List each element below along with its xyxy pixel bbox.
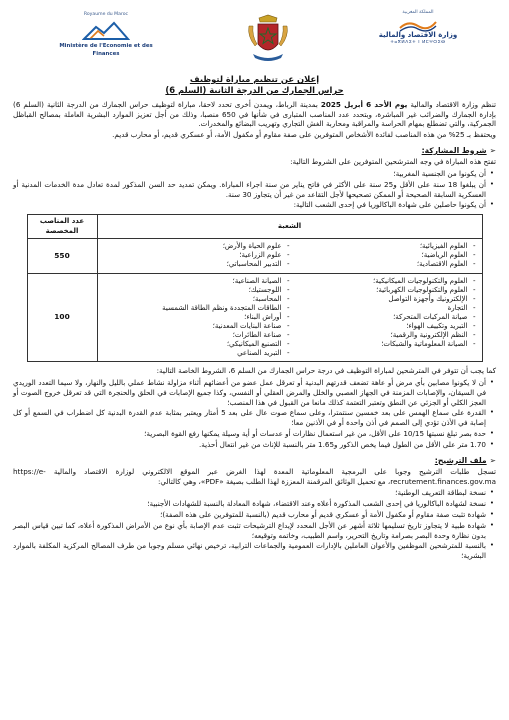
checkmark-bullet-icon: ➢: [489, 145, 496, 155]
list-item: • القدرة على سماع الهمس على بعد خمسين سنتمترا، وعلى سماع صوت عال على بعد 5 أمتار ويعتبر بمثابة عدم القدرة البدنية كل اضطراب في السمع أو كل إصابة في الأذن تؤدي إلى الصمم في أذن واحدة أو في الأذنين معا؛: [13, 408, 496, 428]
branch-item: - التبريد الصناعي: [104, 349, 290, 358]
branches-table: [27, 214, 483, 362]
branch-item: - العلوم الفيزيائية؛: [290, 242, 476, 251]
branch-item: - التبريد وتكييف الهواء؛: [290, 322, 476, 331]
branch-item: - العلوم الاقتصادية؛: [290, 260, 476, 269]
list-item: • شهادة تثبت صفة مقاوم أو مكفول الأمة أو عسكري قديم أو محارب قديم (بالنسبة للمتوفرين على هذه الصفة)؛: [13, 510, 496, 520]
required-documents-list: [13, 488, 496, 560]
table-header-branch: الشعبة: [97, 215, 482, 239]
letterhead: [13, 8, 496, 72]
branch-item: - اللوجستيك؛: [104, 286, 290, 295]
branch-item: - التصنيع الميكانيكي؛: [104, 340, 290, 349]
special-conditions-lead: كما يجب أن تتوفر في المترشحين لمباراة التوظيف في درجة حراس الجمارك من السلم 6، الشروط الخاصة التالية:: [156, 366, 496, 376]
list-item: • نسخة لشهادة الباكالوريا في إحدى الشعب المذكورة أعلاه وعند الاقتضاء، شهادة المعادلة بالنسبة للشهادات الأجنبية؛: [13, 499, 496, 509]
section-application-heading: ➢ملف الترشيح:: [434, 455, 496, 465]
list-item: • نسخة لبطاقة التعريف الوطنية؛: [13, 488, 496, 498]
posts-count: 550: [27, 239, 97, 273]
branch-item: - الصيانة الصناعية؛: [104, 277, 290, 286]
kingdom-label-ar: المملكة المغربية: [402, 10, 434, 15]
posts-count: 100: [27, 273, 97, 362]
table-row: [27, 239, 482, 273]
branch-item: - العلوم والتكنولوجيات الكهربائية؛: [290, 286, 476, 295]
list-item: • شهادة طبية لا يتجاوز تاريخ تسليمها ثلاثة أشهر عن الأجل المحدد لإيداع الترشيحات تثبت عدم الإصابة بأي نوع من الأمراض المذكورة أعلاه، كما تبين قياس البصر بدون نظارة وحدة البصر بصرامة وتاريخ التحرير، واسم الطبيب، وخاتمه وتوقيعه؛: [13, 521, 496, 541]
ministry-name-tifinagh: ⵜⴰⴳⵍⴷⵉⵜ ⵏ ⵍⵎⵖⵔⵉⴱ: [390, 39, 446, 45]
branch-item: - الصيانة المعلوماتية والشبكات؛: [290, 340, 476, 349]
branch-item: - أوراش البناء؛: [104, 313, 290, 322]
intro-paragraph: [13, 100, 496, 129]
table-row: [27, 273, 482, 362]
section-conditions-heading: ➢شروط المشاركة:: [421, 145, 496, 155]
list-item: • أن يكونوا حاصلين على شهادة الباكالوريا في إحدى الشعب التالية:: [13, 200, 496, 210]
branch-item: - صناعة البنايات المعدنية؛: [104, 322, 290, 331]
list-item: • بالنسبة للمترشحين الموظفين والأعوان العاملين بالإدارات العمومية والجماعات الترابية، ترخيص نهائي مسلم وجوبا من طرف المصالح المركزية المكلفة بالموارد البشرية؛: [13, 541, 496, 561]
branch-item: - العلوم والتكنولوجيات الميكانيكية؛: [290, 277, 476, 286]
ministry-mark-icon: [82, 21, 130, 41]
branch-item: - صيانة المركبات المتحركة؛: [290, 313, 476, 322]
branch-item: - الإلكترونيك وأجهزة التواصل: [290, 295, 476, 304]
list-item: • 1.70 متر على الأقل من الطول فيما يخص الذكور و1.65 متر بالنسبة للإناث من غير انتعال أحذية.: [13, 440, 496, 450]
checkmark-bullet-icon: ➢: [489, 455, 496, 465]
intro-text-1: تنظم وزارة الاقتصاد والمالية: [407, 99, 496, 109]
ministry-waves-icon: [398, 18, 438, 32]
list-item: • أن يبلغوا 18 سنة على الأقل و25 سنة على الأكثر في فاتح يناير من سنة اجراء المباراة. ويمكن تمديد حد السن المذكور لمدة تعادل مدة الخدمات المدنية أو العسكرية السابقة الصحيحة أو الممكن تصحيحها لأجل التقاعد من غير أن يتجاوز 30 سنة.: [13, 180, 496, 200]
intro-text-2: بمدينة الرباط، ويمدن أخرى تحدد لاحقا، مباراة لتوظيف حراس الجمارك من الدرجة الثانية (السلم 6) بإدارة الجمارك والضرائب غير المباشرة، وبتحدد عدد المناصب المتبارى في شأنها في 650 منصبا، وذلك من أجل تعزيز الموارد البشرية العاملة بمصالح القباظل الجمركية، والتي تضطلع بمهام الحراسة والمراقبة ومحاربة الغش التجاري وتهريب البضائع والمخدرات.: [13, 99, 496, 129]
branch-item: - علوم الحياة والأرض؛: [104, 242, 290, 251]
title-line-1: إعلان عن تنظيم مباراة لتوظيف: [189, 74, 320, 84]
branch-item: - النظم الإلكترونية والرقمية؛: [290, 331, 476, 340]
ministry-name-ar: وزارة الاقتصاد والمالية: [378, 31, 458, 40]
branch-item: - علوم الزراعية؛: [104, 251, 290, 260]
special-conditions-list: [13, 378, 496, 449]
branches-cell: [97, 239, 482, 273]
branch-item: - التدبير المحاسباتي؛: [104, 260, 290, 269]
conditions-lead: تفتح هذه المباراة في وجه المترشحين المتوفرين على الشروط التالية:: [290, 157, 496, 167]
kingdom-label-fr: Royaume du Maroc: [83, 12, 129, 17]
branch-item: - صناعة الطائرات؛: [104, 331, 290, 340]
ministry-logo-arabic: [370, 10, 466, 46]
branch-item: - المحاسبة؛: [104, 295, 290, 304]
announcement-title: [13, 74, 496, 96]
exam-date: يوم الأحد 6 أبريل 2025: [320, 99, 408, 109]
table-header-count: عدد المناصب المخصصة: [27, 215, 97, 239]
title-line-2: حراس الجمارك من الدرجة الثانية (السلم 6): [165, 84, 344, 95]
list-item: • حدة بصر تبلغ نسبتها 10/15 على الأقل، من غير استعمال نظارات أو عدسات أو أية وسيلة يمكنها رفع القوة البصرية؛: [13, 429, 496, 439]
royal-coat-of-arms-icon: [245, 14, 291, 64]
branch-item: - العلوم الرياضية؛: [290, 251, 476, 260]
ministry-logo-french: [51, 12, 161, 58]
reserved-quota-text: ويحتفظ بـ 25% من هذه المناصب لفائدة الأشخاص المتوفرين على صفة مقاوم أو مكفول الأمة، أو عسكري قديم، أو محارب قديم.: [112, 130, 496, 140]
list-item: • أن يكونوا من الجنسية المغربية؛: [13, 169, 496, 179]
ministry-name-fr: Ministère de l'Economie et des Finances: [59, 43, 153, 57]
conditions-list: [13, 169, 496, 210]
application-lead: تسجل طلبات الترشيح وجوبا على البرمجية المعلوماتية المعدة لهذا الغرض عبر الموقع الالكتروني لوزارة الاقتصاد والمالية https://e-recrutement.finances.gov.ma، مع تحميل الوثائق المرقمنة المعززة لهذا الطلب بصيغة «PDF»، وهي كالتالي:: [13, 466, 496, 486]
list-item: • أن لا يكونوا مصابين بأي مرض أو عاهة تضعف قدرتهم البدنية أو تعرقل عمل عضو من أعضائهم أثناء مزاولة نشاط عملي بالليل والنهار، ولا سيما التعدد الوريدي في السيقان، والإصابات المزمنة في الجهاز العصبي والخلل والمرض العقلي أو النفسي، وكذا جميع الإصابات في الحلق والحنجرة التي قد تعرقل خروج الصوت أو العجز الكلي أو الجزئي عن النطق وتعتبر التعتمة كذلك مانعا من القبول في هذا المنصب؛: [13, 378, 496, 407]
branch-item: - الطاقات المتجددة ونظم الطاقة الشمسية: [104, 304, 290, 313]
branches-cell: [97, 273, 482, 362]
branch-item: - التجارة: [290, 304, 476, 313]
